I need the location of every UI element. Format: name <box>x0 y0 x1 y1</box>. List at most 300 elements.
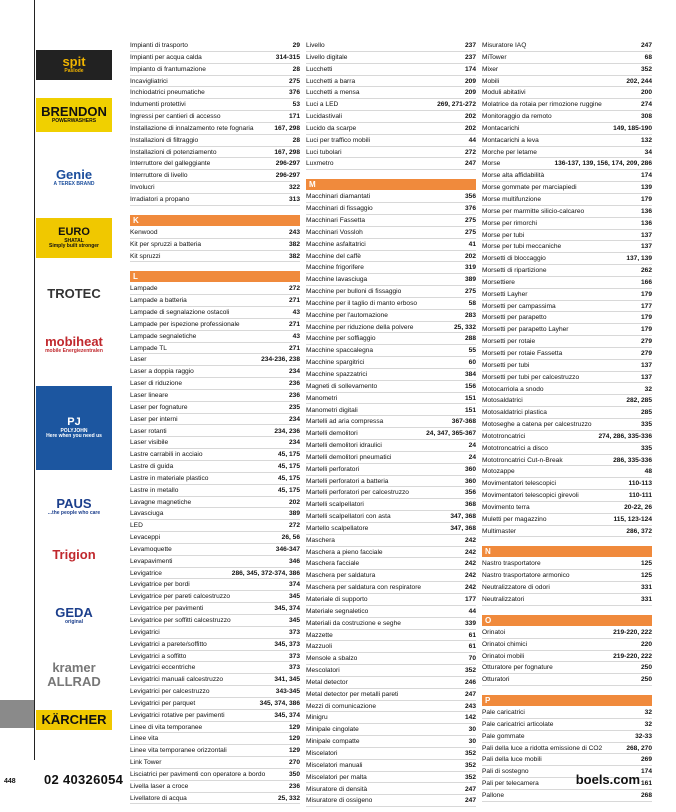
index-entry <box>482 336 652 348</box>
index-entry-pages: 132 <box>640 136 652 144</box>
index-entry <box>482 289 652 301</box>
index-entry-pages: 115, 123-124 <box>613 515 652 523</box>
index-entry-name: Pali per telecamera <box>482 780 539 788</box>
index-entry-pages: 373 <box>288 652 300 660</box>
index-entry-pages: 335 <box>640 421 652 429</box>
index-entry-pages: 345, 373 <box>274 640 300 648</box>
index-entry-name: Impianti di trasporto <box>130 42 188 50</box>
index-entry-pages: 43 <box>292 309 300 317</box>
index-entry-name: Misuratore IAQ <box>482 42 527 50</box>
index-entry <box>306 618 476 630</box>
index-entry-pages: 167, 298 <box>274 148 300 156</box>
index-entry-pages: 347, 368 <box>450 513 476 521</box>
index-entry-name: Lisciatrici per pavimenti con operatore a bordo <box>130 770 266 778</box>
index-entry-pages: 384 <box>464 370 476 378</box>
brand-logo-polyjohn <box>36 386 112 470</box>
index-entry-pages: 171 <box>288 113 300 121</box>
index-entry-pages: 345 <box>288 617 300 625</box>
index-entry-name: Laser rotanti <box>130 427 167 435</box>
index-entry <box>306 274 476 286</box>
index-entry-name: Misuratore di densità <box>306 785 368 793</box>
index-entry-pages: 296-297 <box>275 172 300 180</box>
index-entry-pages: 275 <box>464 217 476 225</box>
index-entry-pages: 352 <box>464 667 476 675</box>
index-entry-name: Kenwood <box>130 228 158 236</box>
index-entry-pages: 125 <box>640 560 652 568</box>
index-entry <box>130 473 300 485</box>
index-entry-name: Otturatore per fognature <box>482 664 553 672</box>
brand-logo-text: Trigion <box>52 546 96 562</box>
index-entry <box>306 724 476 736</box>
index-entry <box>306 795 476 807</box>
index-entry-pages: 219-220, 222 <box>613 652 652 660</box>
index-entry-pages: 55 <box>468 347 476 355</box>
index-entry <box>130 123 300 135</box>
index-entry-name: Involucri <box>130 184 155 192</box>
section-letter-header: L <box>130 271 300 282</box>
index-entry-name: Installazione di innalzamento rete fognaria <box>130 124 254 132</box>
index-entry-pages: 382 <box>288 252 300 260</box>
index-entry <box>130 135 300 147</box>
index-entry-name: Minipale cingolate <box>306 726 359 734</box>
index-entry-pages: 242 <box>464 572 476 580</box>
index-entry-name: Morche per letame <box>482 148 537 156</box>
index-entry-name: Maschera per saldatura <box>306 572 376 580</box>
index-entry <box>130 591 300 603</box>
index-entry <box>130 227 300 239</box>
index-entry-name: Martelli perforatori <box>306 465 360 473</box>
index-entry <box>306 499 476 511</box>
index-entry-pages: 161 <box>640 780 652 788</box>
index-entry-name: Livello digitale <box>306 53 348 61</box>
brand-logo-brendon-powerwashers <box>36 98 112 132</box>
index-entry-pages: 345, 374 <box>274 605 300 613</box>
index-entry <box>130 544 300 556</box>
index-entry-name: Pali della luce mobili <box>482 756 542 764</box>
index-entry-name: Pallone <box>482 791 504 799</box>
index-entry-name: Orinatoi <box>482 628 506 636</box>
index-entry <box>306 381 476 393</box>
index-entry-name: Pale gommate <box>482 732 525 740</box>
index-entry-name: Lastre in metallo <box>130 486 179 494</box>
index-entry-pages: 279 <box>640 349 652 357</box>
index-entry-name: Magneti di sollevamento <box>306 382 378 390</box>
index-entry-name: Multimaster <box>482 527 517 535</box>
section-tab-marker <box>0 700 34 728</box>
index-entry <box>306 665 476 677</box>
index-entry-name: Maschera per saldatura con respiratore <box>306 584 422 592</box>
index-entry <box>482 230 652 242</box>
index-entry-name: Lucchetti a barra <box>306 77 356 85</box>
index-entry-name: Martelli scalpellatori con asta <box>306 513 391 521</box>
index-entry <box>306 547 476 559</box>
index-entry-name: Mototroncatrici a disco <box>482 444 548 452</box>
index-entry <box>130 615 300 627</box>
index-entry <box>306 393 476 405</box>
index-entry-pages: 234, 236 <box>274 427 300 435</box>
index-entry <box>306 203 476 215</box>
index-entry-pages: 272 <box>288 285 300 293</box>
index-entry-pages: 236 <box>288 391 300 399</box>
index-entry-pages: 243 <box>288 228 300 236</box>
index-entry <box>482 182 652 194</box>
index-entry <box>482 419 652 431</box>
footer-website-link[interactable]: boels.com <box>575 772 640 787</box>
index-entry-pages: 286, 335-336 <box>613 456 652 464</box>
index-entry-pages: 20-22, 26 <box>624 503 652 511</box>
index-entry-name: Lampade TL <box>130 344 167 352</box>
index-entry-pages: 139 <box>640 184 652 192</box>
index-entry-name: Levigatrici rotative per pavimenti <box>130 711 225 719</box>
index-entry-name: Impianti per acqua calda <box>130 53 202 61</box>
index-entry-pages: 376 <box>288 89 300 97</box>
index-entry-pages: 341, 345 <box>274 676 300 684</box>
index-entry-name: Maschera <box>306 536 335 544</box>
index-entry-pages: 269, 271-272 <box>437 101 476 109</box>
index-entry <box>306 310 476 322</box>
index-entry <box>130 745 300 757</box>
index-entry-pages: 137, 139 <box>626 255 652 263</box>
index-entry-pages: 24 <box>468 442 476 450</box>
index-entry-pages: 246 <box>464 678 476 686</box>
index-entry <box>482 674 652 686</box>
index-entry-pages: 237 <box>464 42 476 50</box>
index-entry-pages: 271 <box>288 297 300 305</box>
brand-logo-text: original <box>64 619 84 626</box>
index-entry <box>306 298 476 310</box>
index-entry <box>130 568 300 580</box>
index-entry-pages: 200 <box>640 89 652 97</box>
index-entry-pages: 26, 56 <box>281 534 300 542</box>
brand-logo-text: Paslode <box>64 68 84 75</box>
index-entry-pages: 110-113 <box>628 480 652 488</box>
index-entry <box>482 123 652 135</box>
index-entry-name: Morsetti per parapetto Layher <box>482 326 569 334</box>
index-entry <box>482 558 652 570</box>
index-entry-pages: 142 <box>464 714 476 722</box>
index-entry <box>130 556 300 568</box>
index-entry-name: Macchinari diamantati <box>306 193 371 201</box>
index-entry-name: Monitoraggio da remoto <box>482 113 552 121</box>
index-entry-name: Misuratore di ossigeno <box>306 797 373 805</box>
index-entry <box>482 383 652 395</box>
brand-logo-text: POLYJOHN <box>60 427 88 434</box>
index-entry <box>130 283 300 295</box>
index-entry <box>482 526 652 538</box>
index-entry <box>130 497 300 509</box>
index-entry <box>130 170 300 182</box>
index-entry <box>306 523 476 535</box>
index-entry-pages: 347, 368 <box>450 524 476 532</box>
index-entry-pages: 137 <box>640 361 652 369</box>
index-entry-pages: 274, 286, 335-336 <box>598 432 652 440</box>
index-entry-name: MiTower <box>482 53 507 61</box>
index-entry <box>130 449 300 461</box>
index-entry-name: Interruttore del galleggiante <box>130 160 211 168</box>
index-entry-pages: 129 <box>288 735 300 743</box>
index-entry <box>306 416 476 428</box>
brand-logo-euro-shatal <box>36 218 112 258</box>
section-letter-header: O <box>482 615 652 626</box>
index-entry-name: Morsetti per tubi per calcestruzzo <box>482 373 580 381</box>
index-entry-pages: 24, 347, 365-367 <box>426 430 476 438</box>
index-entry <box>482 111 652 123</box>
index-entry-name: Levigatrice per soffitti calcestruzzo <box>130 617 231 625</box>
index-entry-pages: 242 <box>464 560 476 568</box>
index-entry <box>482 87 652 99</box>
index-entry <box>482 348 652 360</box>
index-entry <box>130 158 300 170</box>
index-entry-name: Levapavimenti <box>130 557 173 565</box>
index-entry <box>306 191 476 203</box>
index-entry-name: Irradiatori a propano <box>130 196 190 204</box>
index-entry-name: Levigatrice per bordi <box>130 581 190 589</box>
index-entry-pages: 125 <box>640 572 652 580</box>
index-entry <box>306 251 476 263</box>
index-entry-pages: 58 <box>468 299 476 307</box>
index-entry-pages: 167, 298 <box>274 124 300 132</box>
index-column-1 <box>130 40 300 804</box>
index-entry <box>482 651 652 663</box>
index-entry-pages: 373 <box>288 628 300 636</box>
index-entry <box>482 754 652 766</box>
index-entry-name: Lucidastivali <box>306 113 342 121</box>
index-entry-name: Laser di riduzione <box>130 380 183 388</box>
index-entry-pages: 202 <box>464 124 476 132</box>
index-entry-pages: 177 <box>464 596 476 604</box>
index-entry-pages: 151 <box>464 406 476 414</box>
index-entry-pages: 247 <box>640 42 652 50</box>
index-entry-name: Macchine asfaltatrici <box>306 240 366 248</box>
index-entry-pages: 296-297 <box>275 160 300 168</box>
index-entry <box>482 147 652 159</box>
index-entry-name: Macchine spargitrici <box>306 359 365 367</box>
index-entry <box>306 357 476 369</box>
index-entry <box>482 241 652 253</box>
index-entry-pages: 32-33 <box>635 732 652 740</box>
index-entry-pages: 136 <box>640 219 652 227</box>
index-entry <box>306 736 476 748</box>
brand-logo-spit-paslode <box>36 50 112 80</box>
index-entry-name: Minipale compatte <box>306 738 360 746</box>
index-entry <box>482 324 652 336</box>
index-entry-pages: 202 <box>464 113 476 121</box>
index-entry-name: Macchine per riduzione della polvere <box>306 323 414 331</box>
index-entry-pages: 60 <box>468 359 476 367</box>
index-entry <box>130 76 300 88</box>
index-column-3 <box>482 40 652 802</box>
index-entry <box>482 455 652 467</box>
brand-logo-karcher <box>36 710 112 730</box>
index-entry <box>482 206 652 218</box>
index-entry <box>482 265 652 277</box>
index-entry-name: Levaceppi <box>130 534 161 542</box>
index-entry-pages: 209 <box>464 77 476 85</box>
index-entry-pages: 373 <box>288 664 300 672</box>
index-entry <box>306 748 476 760</box>
index-entry-pages: 25, 332 <box>454 323 476 331</box>
index-entry-pages: 271 <box>288 320 300 328</box>
index-entry-name: Motocarriola a snodo <box>482 385 544 393</box>
index-entry <box>130 402 300 414</box>
index-entry-name: Livellatore di acqua <box>130 794 187 802</box>
index-entry-pages: 356 <box>464 193 476 201</box>
brand-logo-text: Simply built stronger <box>48 243 99 250</box>
index-entry-name: Miscelatori <box>306 749 338 757</box>
index-entry <box>482 639 652 651</box>
index-entry-name: Mezzi di comunicazione <box>306 702 376 710</box>
index-entry <box>306 147 476 159</box>
index-entry-name: Morsetti Layher <box>482 290 528 298</box>
index-entry <box>306 111 476 123</box>
index-entry <box>306 227 476 239</box>
index-entry-pages: 283 <box>464 311 476 319</box>
index-entry-pages: 262 <box>640 267 652 275</box>
index-entry-name: Motoseghe a catena per calcestruzzo <box>482 421 592 429</box>
index-entry-pages: 319 <box>464 264 476 272</box>
index-entry-pages: 360 <box>464 465 476 473</box>
index-entry-name: Materiale segnaletico <box>306 607 369 615</box>
index-entry-name: Motosaldatrici plastica <box>482 409 547 417</box>
index-entry <box>306 701 476 713</box>
index-entry-name: Macchinari Fassetta <box>306 217 365 225</box>
index-entry-pages: 234 <box>288 439 300 447</box>
index-entry-pages: 219-220, 222 <box>613 628 652 636</box>
index-entry-pages: 250 <box>640 676 652 684</box>
index-entry-pages: 149, 185-190 <box>613 124 652 132</box>
index-entry-pages: 136 <box>640 207 652 215</box>
brand-logo-text: Here when you need us <box>46 433 102 440</box>
index-entry <box>306 630 476 642</box>
index-entry-name: Maschera facciale <box>306 560 360 568</box>
index-entry <box>130 485 300 497</box>
index-entry-name: Martelli perforatori per calcestruzzo <box>306 489 409 497</box>
index-entry-pages: 250 <box>640 664 652 672</box>
index-entry-name: Montacarichi a leva <box>482 136 539 144</box>
index-entry-pages: 237 <box>464 53 476 61</box>
footer-phone[interactable]: 02 40326054 <box>44 772 124 787</box>
index-entry-name: Mazzuoli <box>306 643 333 651</box>
index-entry <box>306 87 476 99</box>
index-entry-pages: 44 <box>468 136 476 144</box>
index-entry-name: Morsettiere <box>482 278 515 286</box>
index-entry-name: Levigatrici eccentriche <box>130 664 196 672</box>
index-entry-pages: 268, 270 <box>626 744 652 752</box>
index-entry-pages: 156 <box>464 382 476 390</box>
index-entry-pages: 352 <box>640 65 652 73</box>
index-entry <box>130 710 300 722</box>
index-entry-name: Morsetti di ripartizione <box>482 267 547 275</box>
index-entry-pages: 25, 332 <box>278 794 300 802</box>
index-entry-name: Levigatrici per parquet <box>130 699 196 707</box>
index-entry <box>482 431 652 443</box>
index-entry <box>482 64 652 76</box>
index-entry-pages: 235 <box>288 403 300 411</box>
brand-logo-text: Genie <box>55 167 93 183</box>
index-entry-pages: 136-137, 139, 156, 174, 209, 286 <box>554 160 652 168</box>
brand-logo-text: BRENDON <box>41 104 107 120</box>
index-entry-name: Montacarichi <box>482 124 520 132</box>
index-entry-pages: 279 <box>640 338 652 346</box>
index-entry-name: Impianto di frantumazione <box>130 65 206 73</box>
index-entry-name: Movimentatori telescopici <box>482 480 557 488</box>
index-entry-pages: 282, 285 <box>626 397 652 405</box>
index-entry <box>130 390 300 402</box>
index-entry <box>482 443 652 455</box>
index-entry-pages: 45, 175 <box>278 486 300 494</box>
index-entry <box>130 651 300 663</box>
index-entry-pages: 129 <box>288 723 300 731</box>
index-entry <box>130 532 300 544</box>
index-entry <box>306 653 476 665</box>
index-entry <box>306 99 476 111</box>
page-number: 448 <box>4 778 16 785</box>
index-entry <box>130 111 300 123</box>
index-entry <box>482 594 652 606</box>
brand-logo-text: kramer ALLRAD <box>47 659 101 689</box>
index-entry-name: Materiale di supporto <box>306 596 368 604</box>
index-entry-name: Installazioni di potenziamento <box>130 148 217 156</box>
index-entry <box>130 182 300 194</box>
index-entry <box>130 639 300 651</box>
brand-logo-geda <box>36 602 112 630</box>
index-entry-name: Pali della luce a ridotta emissione di CO2 <box>482 744 603 752</box>
index-entry-pages: 374 <box>288 581 300 589</box>
index-entry-name: Luci a LED <box>306 101 339 109</box>
index-entry-pages: 335 <box>640 444 652 452</box>
index-entry-name: Levamoquette <box>130 545 172 553</box>
index-entry-name: Morse per tubi meccaniche <box>482 243 562 251</box>
index-entry-name: Livella laser a croce <box>130 782 189 790</box>
page-footer <box>0 772 676 796</box>
index-entry-name: Luci per traffico mobili <box>306 136 371 144</box>
index-entry <box>482 76 652 88</box>
brand-logo-text: ...the people who care <box>47 510 101 517</box>
index-entry <box>482 707 652 719</box>
index-entry <box>130 52 300 64</box>
index-entry <box>306 476 476 488</box>
index-entry-name: Laser per interni <box>130 415 178 423</box>
index-entry-pages: 352 <box>464 761 476 769</box>
index-entry-name: Morse multifunzione <box>482 196 542 204</box>
index-entry <box>130 579 300 591</box>
index-entry-name: Nastro trasportatore armonico <box>482 572 570 580</box>
index-entry-name: Morsetti per campassima <box>482 302 556 310</box>
index-entry-name: Macchine per soffiaggio <box>306 335 376 343</box>
index-entry-pages: 30 <box>468 726 476 734</box>
index-entry-pages: 202, 244 <box>626 77 652 85</box>
index-entry <box>306 239 476 251</box>
brand-logo-text: POWERWASHERS <box>51 118 97 125</box>
section-letter-header: N <box>482 546 652 557</box>
index-entry-pages: 286, 345, 372-374, 386 <box>231 569 300 577</box>
index-entry-pages: 272 <box>288 522 300 530</box>
index-entry-name: Materiali da costruzione e seghe <box>306 619 401 627</box>
index-entry-pages: 313 <box>288 196 300 204</box>
brand-logo-text: GEDA <box>55 605 93 621</box>
index-entry-pages: 61 <box>468 643 476 651</box>
index-entry-name: Movimentatori telescopici girevoli <box>482 492 579 500</box>
index-entry-pages: 285 <box>640 409 652 417</box>
index-entry-name: Mixer <box>482 65 499 73</box>
index-entry <box>482 627 652 639</box>
index-entry <box>306 689 476 701</box>
index-entry-name: Levigatrici per calcestruzzo <box>130 688 210 696</box>
index-entry-name: Morse gommate per marciapiedi <box>482 184 577 192</box>
brand-logo-text: PJ <box>67 416 81 429</box>
index-entry <box>482 194 652 206</box>
index-entry-pages: 32 <box>644 385 652 393</box>
